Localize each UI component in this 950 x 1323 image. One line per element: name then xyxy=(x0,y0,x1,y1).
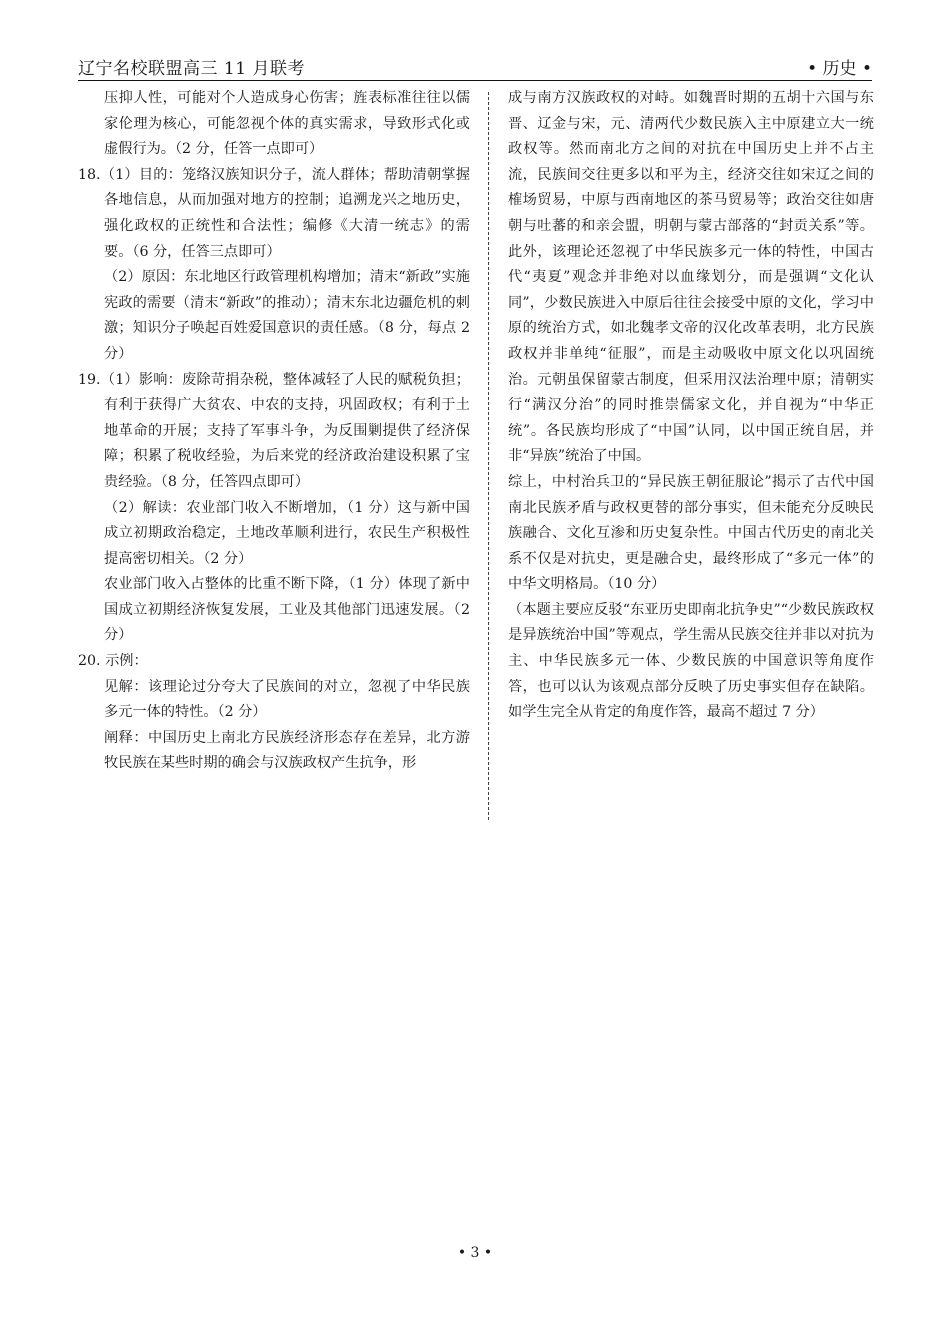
exam-title: 辽宁名校联盟高三 11 月联考 xyxy=(78,59,305,79)
left-column xyxy=(78,86,470,777)
q19-part2-a: （2）解读：农业部门收入不断增加，（1 分）这与新中国成立初期政治稳定，土地改革顺利进行，农民生产积极性提高密切相关。（2 分） xyxy=(104,499,470,567)
right-column xyxy=(508,86,874,726)
q20-view: 见解：该理论过分夸大了民族间的对立，忽视了中华民族多元一体的特性。（2 分） xyxy=(104,678,470,721)
q18-part1: 18.（1）目的：笼络汉族知识分子，流人群体；帮助清朝掌握各地信息，从而加强对地方的控制；追溯龙兴之地历史，强化政权的正统性和合法性；编修《大清一统志》的需要。（6 分，任答三点即可） xyxy=(78,166,470,260)
q20-explain: 阐释：中国历史上南北方民族经济形态存在差异，北方游牧民族在某些时期的确会与汉族政权产生抗争，形 xyxy=(104,729,470,772)
header-rule xyxy=(78,80,872,81)
q20-grading-note: （本题主要应反驳“东亚历史即南北抗争史”“少数民族政权是异族统治中国”等观点，学生需从民族交往并非以对抗为主、中华民族多元一体、少数民族的中国意识等角度作答，也可以认为该观点部分反映了历史事实但存在缺陷。如学生完全从肯定的角度作答，最高不超过 7 分） xyxy=(508,601,874,721)
column-divider xyxy=(488,92,489,820)
q20-explain-continued: 成与南方汉族政权的对峙。如魏晋时期的五胡十六国与东晋、辽金与宋，元、清两代少数民族入主中原建立大一统政权等。然而南北方之间的对抗在中国历史上并不占主流，民族间交往更多以和平为主，经济交往如宋辽之间的榷场贸易，中原与西南地区的茶马贸易等；政治交往如唐朝与吐蕃的和亲会盟，明朝与蒙古部落的“封贡关系”等。此外，该理论还忽视了中华民族多元一体的特性，中国古代“夷夏”观念并非绝对以血缘划分，而是强调“文化认同”，少数民族进入中原后往往会接受中原的文化，学习中原的统治方式，如北魏孝文帝的汉化改革表明，北方民族政权并非单纯“征服”，而是主动吸收中原文化以巩固统治。元朝虽保留蒙古制度，但采用汉法治理中原；清朝实行“满汉分治”的同时推崇儒家文化，并自视为“中华正统”。各民族均形成了“中国”认同，以中国正统自居，并非“异族”统治了中国。 xyxy=(508,90,874,465)
q19-part1: 19.（1）影响：废除苛捐杂税，整体减轻了人民的赋税负担；有利于获得广大贫农、中农的支持，巩固政权；有利于土地革命的开展；支持了军事斗争，为反围剿提供了经济保障；积累了税收经验，为后来党的经济政治建设积累了宝贵经验。（8 分，任答四点即可） xyxy=(78,371,470,490)
subject-label: • 历史 • xyxy=(807,59,872,79)
q18-part2: （2）原因：东北地区行政管理机构增加；清末“新政”实施宪政的需要（清末“新政”的推动）；清末东北边疆危机的刺激；知识分子唤起百姓爱国意识的责任感。（8 分，每点 2 分） xyxy=(104,269,470,362)
q19-part2-b: 农业部门收入占整体的比重不断下降，（1 分）体现了新中国成立初期经济恢复发展，工业及其他部门迅速发展。（2 分） xyxy=(104,576,470,644)
page-header xyxy=(78,52,872,80)
q20-summary: 综上，中村治兵卫的“异民族王朝征服论”揭示了古代中国南北民族矛盾与政权更替的部分事实，但未能充分反映民族融合、文化互渗和历史复杂性。中国古代历史的南北关系不仅是对抗史，更是融合史，最终形成了“多元一体”的中华文明格局。（10 分） xyxy=(508,473,874,593)
q20-heading: 20. 示例： xyxy=(78,653,148,670)
page-number: • 3 • xyxy=(457,1245,493,1261)
q17-continuation: 压抑人性，可能对个人造成身心伤害；旌表标准往往以儒家伦理为核心，可能忽视个体的真实需求，导致形式化或虚假行为。（2 分，任答一点即可） xyxy=(104,90,470,158)
